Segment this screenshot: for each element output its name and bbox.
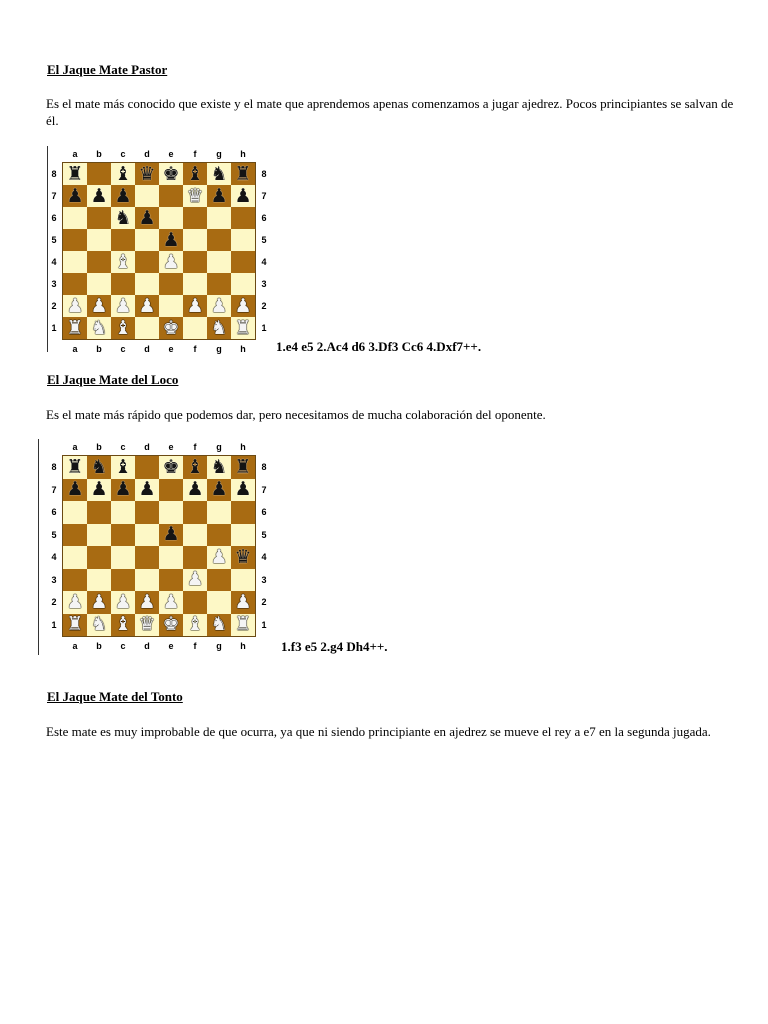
file-label-top: a bbox=[72, 149, 78, 159]
square-h3 bbox=[231, 569, 255, 592]
square-g7 bbox=[207, 479, 231, 502]
square-g5 bbox=[207, 524, 231, 547]
black-pawn-icon: ♟ bbox=[234, 185, 252, 207]
square-h1 bbox=[231, 317, 255, 339]
rank-label-left: 2 bbox=[51, 301, 57, 311]
square-h3 bbox=[231, 273, 255, 295]
file-label-top: f bbox=[193, 442, 197, 452]
square-b1 bbox=[87, 614, 111, 637]
file-label-top: b bbox=[96, 442, 102, 452]
rank-label-left: 8 bbox=[51, 169, 57, 179]
square-b1 bbox=[87, 317, 111, 339]
white-pawn-icon: ♟ bbox=[210, 295, 228, 317]
square-a6 bbox=[63, 207, 87, 229]
black-bishop-icon: ♝ bbox=[114, 456, 132, 478]
rank-label-left: 3 bbox=[51, 574, 57, 585]
black-pawn-icon: ♟ bbox=[114, 478, 132, 501]
square-d2 bbox=[135, 591, 159, 614]
square-a4 bbox=[63, 546, 87, 569]
section-text-tonto: Este mate es muy improbable de que ocurra, ya que ni siendo principiante en ajedrez se mueve el rey a e7 en la segunda jugada. bbox=[46, 724, 711, 739]
square-c2 bbox=[111, 591, 135, 614]
white-pawn-icon: ♟ bbox=[138, 591, 156, 613]
square-g3 bbox=[207, 569, 231, 592]
rank-label-right: 3 bbox=[261, 279, 267, 289]
white-knight-icon: ♞ bbox=[210, 317, 228, 339]
square-b7 bbox=[87, 185, 111, 207]
square-f6 bbox=[183, 501, 207, 524]
square-a3 bbox=[63, 273, 87, 295]
rank-label-right: 3 bbox=[261, 574, 267, 585]
moves-loco: 1.f3 e5 2.g4 Dh4++. bbox=[281, 639, 388, 654]
white-queen-icon: ♛ bbox=[186, 185, 204, 207]
file-label-top: c bbox=[120, 442, 126, 452]
file-label-bottom: e bbox=[168, 344, 174, 354]
black-pawn-icon: ♟ bbox=[90, 185, 108, 207]
square-h1 bbox=[231, 614, 255, 637]
square-f8 bbox=[183, 456, 207, 479]
square-f3 bbox=[183, 569, 207, 592]
square-a5 bbox=[63, 524, 87, 547]
rank-label-left: 6 bbox=[51, 507, 57, 517]
black-bishop-icon: ♝ bbox=[114, 163, 132, 185]
white-knight-icon: ♞ bbox=[90, 613, 108, 636]
square-a8 bbox=[63, 456, 87, 479]
black-pawn-icon: ♟ bbox=[66, 185, 84, 207]
square-b5 bbox=[87, 229, 111, 251]
square-f4 bbox=[183, 251, 207, 273]
square-e7 bbox=[159, 479, 183, 502]
rank-label-right: 2 bbox=[261, 597, 267, 607]
square-g4 bbox=[207, 251, 231, 273]
square-e1 bbox=[159, 317, 183, 339]
white-pawn-icon: ♟ bbox=[186, 568, 204, 591]
rank-label-right: 1 bbox=[261, 323, 267, 333]
rank-label-left: 4 bbox=[51, 552, 57, 562]
square-d7 bbox=[135, 479, 159, 502]
file-label-bottom: d bbox=[144, 641, 150, 651]
square-f7 bbox=[183, 479, 207, 502]
square-f1 bbox=[183, 317, 207, 339]
square-a6 bbox=[63, 501, 87, 524]
square-d6 bbox=[135, 207, 159, 229]
square-g2 bbox=[207, 295, 231, 317]
black-rook-icon: ♜ bbox=[66, 456, 84, 478]
white-rook-icon: ♜ bbox=[66, 613, 84, 636]
black-pawn-icon: ♟ bbox=[234, 478, 252, 501]
black-pawn-icon: ♟ bbox=[66, 478, 84, 501]
rank-label-left: 2 bbox=[51, 597, 57, 607]
black-pawn-icon: ♟ bbox=[138, 478, 156, 501]
rank-label-left: 3 bbox=[51, 279, 57, 289]
file-label-bottom: g bbox=[216, 344, 222, 354]
square-e7 bbox=[159, 185, 183, 207]
rank-label-right: 2 bbox=[261, 301, 267, 311]
rank-label-left: 5 bbox=[51, 529, 57, 540]
square-a4 bbox=[63, 251, 87, 273]
white-bishop-icon: ♝ bbox=[114, 613, 132, 636]
white-pawn-icon: ♟ bbox=[66, 591, 84, 613]
rank-label-right: 4 bbox=[261, 257, 267, 267]
file-label-bottom: a bbox=[72, 641, 78, 651]
rank-label-left: 8 bbox=[51, 462, 57, 472]
square-d8 bbox=[135, 163, 159, 185]
square-c3 bbox=[111, 273, 135, 295]
file-label-bottom: d bbox=[144, 344, 150, 354]
black-pawn-icon: ♟ bbox=[90, 478, 108, 501]
square-g1 bbox=[207, 614, 231, 637]
square-h8 bbox=[231, 456, 255, 479]
square-a8 bbox=[63, 163, 87, 185]
square-h6 bbox=[231, 501, 255, 524]
chess-board bbox=[62, 162, 256, 340]
square-e4 bbox=[159, 546, 183, 569]
black-bishop-icon: ♝ bbox=[186, 163, 204, 185]
square-c8 bbox=[111, 456, 135, 479]
rank-label-left: 1 bbox=[51, 619, 57, 630]
white-bishop-icon: ♝ bbox=[114, 251, 132, 273]
square-c7 bbox=[111, 479, 135, 502]
square-d3 bbox=[135, 273, 159, 295]
file-label-top: f bbox=[193, 149, 197, 159]
black-rook-icon: ♜ bbox=[234, 456, 252, 478]
white-king-icon: ♚ bbox=[162, 317, 180, 339]
square-c5 bbox=[111, 524, 135, 547]
file-label-top: e bbox=[168, 442, 174, 452]
square-f7 bbox=[183, 185, 207, 207]
square-d6 bbox=[135, 501, 159, 524]
square-d1 bbox=[135, 317, 159, 339]
file-label-bottom: b bbox=[96, 344, 102, 354]
file-label-top: h bbox=[240, 442, 246, 452]
white-bishop-icon: ♝ bbox=[186, 613, 204, 636]
square-b7 bbox=[87, 479, 111, 502]
square-h4 bbox=[231, 251, 255, 273]
black-pawn-icon: ♟ bbox=[138, 207, 156, 229]
file-label-top: a bbox=[72, 442, 78, 452]
rank-label-right: 8 bbox=[261, 462, 267, 472]
square-c4 bbox=[111, 251, 135, 273]
square-f2 bbox=[183, 295, 207, 317]
square-b2 bbox=[87, 295, 111, 317]
rank-label-left: 5 bbox=[51, 235, 57, 245]
white-knight-icon: ♞ bbox=[90, 317, 108, 339]
square-f1 bbox=[183, 614, 207, 637]
square-h5 bbox=[231, 229, 255, 251]
file-label-top: d bbox=[144, 149, 150, 159]
rank-label-right: 5 bbox=[261, 529, 267, 540]
square-b4 bbox=[87, 251, 111, 273]
square-f6 bbox=[183, 207, 207, 229]
white-pawn-icon: ♟ bbox=[90, 295, 108, 317]
square-d8 bbox=[135, 456, 159, 479]
moves-pastor: 1.e4 e5 2.Ac4 d6 3.Df3 Cc6 4.Dxf7++. bbox=[276, 339, 482, 354]
square-c6 bbox=[111, 501, 135, 524]
white-pawn-icon: ♟ bbox=[234, 295, 252, 317]
square-d1 bbox=[135, 614, 159, 637]
file-label-bottom: h bbox=[240, 641, 246, 651]
black-queen-icon: ♛ bbox=[138, 163, 156, 185]
section-title-loco: El Jaque Mate del Loco bbox=[47, 372, 179, 387]
black-king-icon: ♚ bbox=[162, 456, 180, 478]
square-b3 bbox=[87, 273, 111, 295]
square-d5 bbox=[135, 229, 159, 251]
square-h8 bbox=[231, 163, 255, 185]
square-g6 bbox=[207, 501, 231, 524]
rank-label-right: 6 bbox=[261, 507, 267, 517]
rank-label-left: 1 bbox=[51, 323, 57, 333]
rank-label-left: 7 bbox=[51, 191, 57, 201]
square-h6 bbox=[231, 207, 255, 229]
square-h7 bbox=[231, 479, 255, 502]
square-h2 bbox=[231, 295, 255, 317]
white-pawn-icon: ♟ bbox=[138, 295, 156, 317]
file-label-bottom: e bbox=[168, 641, 174, 651]
white-pawn-icon: ♟ bbox=[162, 251, 180, 273]
black-rook-icon: ♜ bbox=[234, 163, 252, 185]
file-label-top: d bbox=[144, 442, 150, 452]
rank-label-right: 1 bbox=[261, 619, 267, 630]
margin-line bbox=[38, 439, 39, 655]
square-b3 bbox=[87, 569, 111, 592]
black-rook-icon: ♜ bbox=[66, 163, 84, 185]
white-rook-icon: ♜ bbox=[234, 613, 252, 636]
file-label-bottom: h bbox=[240, 344, 246, 354]
square-f4 bbox=[183, 546, 207, 569]
white-pawn-icon: ♟ bbox=[234, 591, 252, 613]
file-label-bottom: b bbox=[96, 641, 102, 651]
white-pawn-icon: ♟ bbox=[162, 591, 180, 613]
black-pawn-icon: ♟ bbox=[114, 185, 132, 207]
white-king-icon: ♚ bbox=[162, 613, 180, 636]
rank-label-left: 7 bbox=[51, 484, 57, 495]
square-a7 bbox=[63, 479, 87, 502]
square-f8 bbox=[183, 163, 207, 185]
square-b8 bbox=[87, 163, 111, 185]
square-g7 bbox=[207, 185, 231, 207]
square-c6 bbox=[111, 207, 135, 229]
square-e5 bbox=[159, 524, 183, 547]
square-e8 bbox=[159, 163, 183, 185]
file-label-top: b bbox=[96, 149, 102, 159]
square-a1 bbox=[63, 317, 87, 339]
square-b4 bbox=[87, 546, 111, 569]
square-g4 bbox=[207, 546, 231, 569]
square-e3 bbox=[159, 569, 183, 592]
file-label-bottom: c bbox=[120, 641, 126, 651]
square-c7 bbox=[111, 185, 135, 207]
square-c2 bbox=[111, 295, 135, 317]
square-e4 bbox=[159, 251, 183, 273]
white-knight-icon: ♞ bbox=[210, 613, 228, 636]
white-pawn-icon: ♟ bbox=[90, 591, 108, 613]
rank-label-right: 7 bbox=[261, 191, 267, 201]
square-e2 bbox=[159, 591, 183, 614]
square-f5 bbox=[183, 229, 207, 251]
square-e6 bbox=[159, 501, 183, 524]
black-pawn-icon: ♟ bbox=[162, 229, 180, 251]
black-knight-icon: ♞ bbox=[114, 207, 132, 229]
square-f3 bbox=[183, 273, 207, 295]
square-d2 bbox=[135, 295, 159, 317]
square-g2 bbox=[207, 591, 231, 614]
square-b6 bbox=[87, 501, 111, 524]
white-rook-icon: ♜ bbox=[234, 317, 252, 339]
white-pawn-icon: ♟ bbox=[66, 295, 84, 317]
square-c3 bbox=[111, 569, 135, 592]
black-knight-icon: ♞ bbox=[210, 163, 228, 185]
rank-label-right: 5 bbox=[261, 235, 267, 245]
square-g3 bbox=[207, 273, 231, 295]
section-text-loco: Es el mate más rápido que podemos dar, pero necesitamos de mucha colaboración del oponente. bbox=[46, 407, 546, 422]
rank-label-left: 4 bbox=[51, 257, 57, 267]
square-e3 bbox=[159, 273, 183, 295]
white-rook-icon: ♜ bbox=[66, 317, 84, 339]
square-g8 bbox=[207, 456, 231, 479]
file-label-bottom: g bbox=[216, 641, 222, 651]
file-label-top: h bbox=[240, 149, 246, 159]
file-label-top: e bbox=[168, 149, 174, 159]
square-e1 bbox=[159, 614, 183, 637]
white-pawn-icon: ♟ bbox=[114, 295, 132, 317]
rank-label-right: 8 bbox=[261, 169, 267, 179]
square-e8 bbox=[159, 456, 183, 479]
square-h7 bbox=[231, 185, 255, 207]
file-label-top: g bbox=[216, 149, 222, 159]
square-d4 bbox=[135, 251, 159, 273]
black-pawn-icon: ♟ bbox=[210, 185, 228, 207]
square-h2 bbox=[231, 591, 255, 614]
black-pawn-icon: ♟ bbox=[210, 478, 228, 501]
white-bishop-icon: ♝ bbox=[114, 317, 132, 339]
black-pawn-icon: ♟ bbox=[162, 523, 180, 546]
square-d7 bbox=[135, 185, 159, 207]
square-a7 bbox=[63, 185, 87, 207]
square-a3 bbox=[63, 569, 87, 592]
white-pawn-icon: ♟ bbox=[114, 591, 132, 613]
square-b8 bbox=[87, 456, 111, 479]
black-king-icon: ♚ bbox=[162, 163, 180, 185]
square-h4 bbox=[231, 546, 255, 569]
rank-label-right: 6 bbox=[261, 213, 267, 223]
section-title-pastor: El Jaque Mate Pastor bbox=[47, 62, 168, 77]
file-label-bottom: f bbox=[193, 344, 197, 354]
square-f2 bbox=[183, 591, 207, 614]
file-label-bottom: f bbox=[193, 641, 197, 651]
file-label-bottom: c bbox=[120, 344, 126, 354]
square-g6 bbox=[207, 207, 231, 229]
square-e2 bbox=[159, 295, 183, 317]
file-label-bottom: a bbox=[72, 344, 78, 354]
square-f5 bbox=[183, 524, 207, 547]
square-e5 bbox=[159, 229, 183, 251]
section-title-tonto: El Jaque Mate del Tonto bbox=[47, 689, 183, 704]
square-g1 bbox=[207, 317, 231, 339]
square-b2 bbox=[87, 591, 111, 614]
square-b5 bbox=[87, 524, 111, 547]
square-g5 bbox=[207, 229, 231, 251]
rank-label-left: 6 bbox=[51, 213, 57, 223]
black-knight-icon: ♞ bbox=[90, 456, 108, 478]
file-label-top: g bbox=[216, 442, 222, 452]
chess-board bbox=[62, 455, 256, 637]
rank-label-right: 4 bbox=[261, 552, 267, 562]
square-d5 bbox=[135, 524, 159, 547]
square-d4 bbox=[135, 546, 159, 569]
black-pawn-icon: ♟ bbox=[186, 478, 204, 501]
square-e6 bbox=[159, 207, 183, 229]
square-a2 bbox=[63, 295, 87, 317]
square-g8 bbox=[207, 163, 231, 185]
black-queen-icon: ♛ bbox=[234, 546, 252, 568]
white-queen-icon: ♛ bbox=[138, 613, 156, 636]
square-a5 bbox=[63, 229, 87, 251]
section-text-pastor: Es el mate más conocido que existe y el mate que aprendemos apenas comenzamos a jugar ajedrez. Pocos principiantes se salvan de él. bbox=[46, 96, 734, 128]
white-pawn-icon: ♟ bbox=[210, 546, 228, 568]
square-c1 bbox=[111, 317, 135, 339]
square-c8 bbox=[111, 163, 135, 185]
white-pawn-icon: ♟ bbox=[186, 295, 204, 317]
file-label-top: c bbox=[120, 149, 126, 159]
square-d3 bbox=[135, 569, 159, 592]
black-knight-icon: ♞ bbox=[210, 456, 228, 478]
square-c5 bbox=[111, 229, 135, 251]
square-a2 bbox=[63, 591, 87, 614]
square-b6 bbox=[87, 207, 111, 229]
black-bishop-icon: ♝ bbox=[186, 456, 204, 478]
square-c4 bbox=[111, 546, 135, 569]
square-h5 bbox=[231, 524, 255, 547]
square-c1 bbox=[111, 614, 135, 637]
square-a1 bbox=[63, 614, 87, 637]
rank-label-right: 7 bbox=[261, 484, 267, 495]
